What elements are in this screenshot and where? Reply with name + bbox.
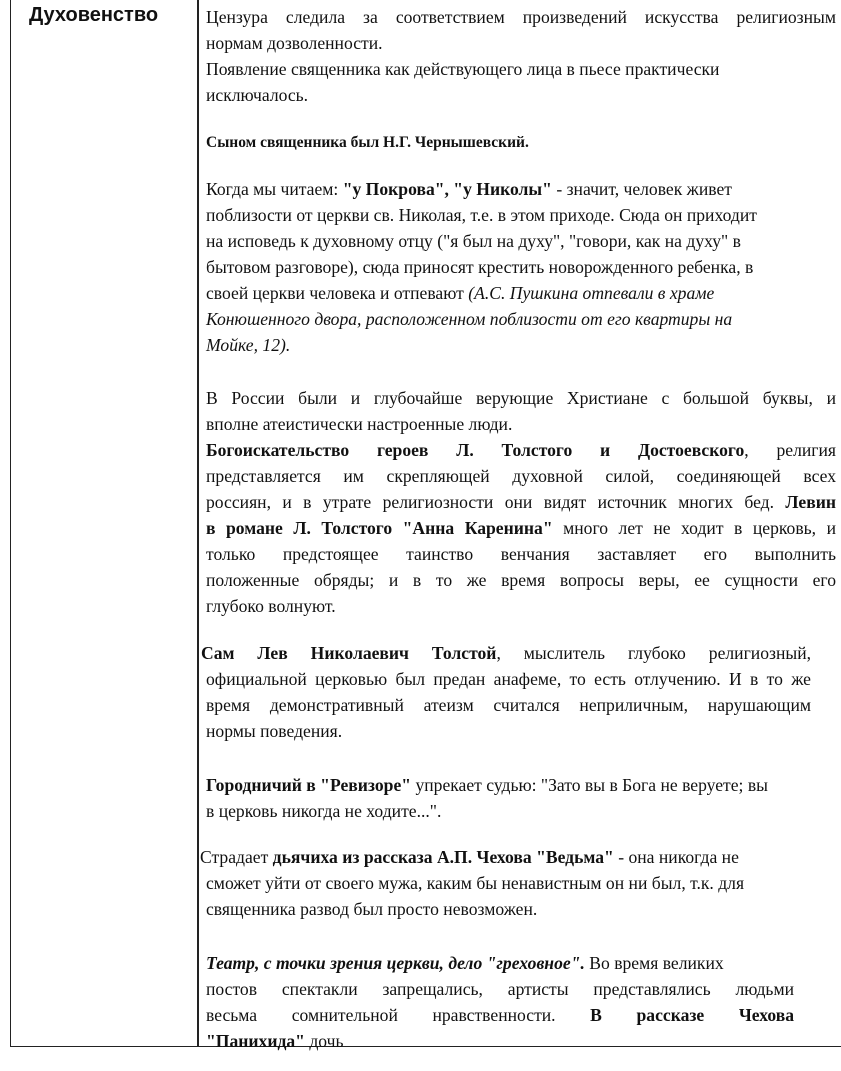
p5-line6: в романе Л. Толстого "Анна Каренина" много лет не ходит в церковь, и [206,518,836,538]
p6-line1: Сам Лев Николаевич Толстой, мыслитель глубоко религиозный, [201,643,812,663]
p5-line2: вполне атеистически настроенные люди. [206,414,513,434]
category-cell [11,4,197,27]
p8-line3: священника развод был просто невозможен. [206,899,538,919]
p5-line1: В России были и глубочайше верующие Христиане с большой буквы, и [206,388,836,408]
p9-line1: Театр, с точки зрения церкви, дело "греховное". Во время великих [206,953,724,973]
p9-line3: весьма сомнительной нравственности. В рассказе Чехова [206,1005,794,1025]
p7-line2: в церковь никогда не ходите...". [206,801,442,821]
p6-line3: время демонстративный атеизм считался неприличным, нарушающим [206,695,811,715]
category-heading: Духовенство [29,4,159,26]
p4-line4: бытовом разговоре), сюда приносят крестить новорожденного ребенка, в [206,257,754,277]
p8-line1: Страдает дьячиха из рассказа А.П. Чехова "Ведьма" - она никогда не [200,847,739,867]
p8-line2: сможет уйти от своего мужа, каким бы ненавистным он ни был, т.к. для [206,873,745,893]
p4-line7: Мойке, 12). [206,335,291,355]
p2-line2: исключалось. [206,85,309,105]
p1-line1: Цензура следила за соответствием произведений искусства религиозным [206,7,836,27]
p5-line9: глубоко волнуют. [206,596,336,616]
p5-line8: положенные обряды; и в то же время вопросы веры, ее сущности его [206,570,836,590]
p5-line5: россиян, и в утрате религиозности они видят источник многих бед. Левин [206,492,836,512]
p5-line7: только предстоящее таинство венчания заставляет его выполнить [206,544,836,564]
p7-line1: Городничий в "Ревизоре" упрекает судью: "Зато вы в Бога не веруете; вы [206,775,768,795]
column-divider [197,0,199,1046]
p3-line: Сыном священника был Н.Г. Чернышевский. [206,134,529,151]
p9-line2: постов спектакли запрещались, артисты представлялись людьми [206,979,794,999]
p9-line4: "Панихида" дочь [206,1031,344,1051]
p4-line2: поблизости от церкви св. Николая, т.е. в этом приходе. Сюда он приходит [206,205,757,225]
p4-line1: Когда мы читаем: "у Покрова", "у Николы" - значит, человек живет [206,179,732,199]
p4-line3: на исповедь к духовному отцу ("я был на духу", "говори, как на духу" в [206,231,741,251]
p5-line3: Богоискательство героев Л. Толстого и Достоевского, религия [206,440,836,460]
p2-line1: Появление священника как действующего лица в пьесе практически [206,59,720,79]
p4-line6: Конюшенного двора, расположенном поблизости от его квартиры на [206,309,733,329]
p1-line2: нормам дозволенности. [206,33,383,53]
content-table [10,0,841,1051]
p6-line2: официальной церковью был предан анафеме, то есть отлучению. И в то же [206,669,811,689]
p4-line5: своей церкви человека и отпевают (А.С. Пушкина отпевали в храме [206,283,715,303]
p6-line4: нормы поведения. [206,721,343,741]
p5-line4: представляется им скрепляющей духовной силой, соединяющей всех [206,466,836,486]
